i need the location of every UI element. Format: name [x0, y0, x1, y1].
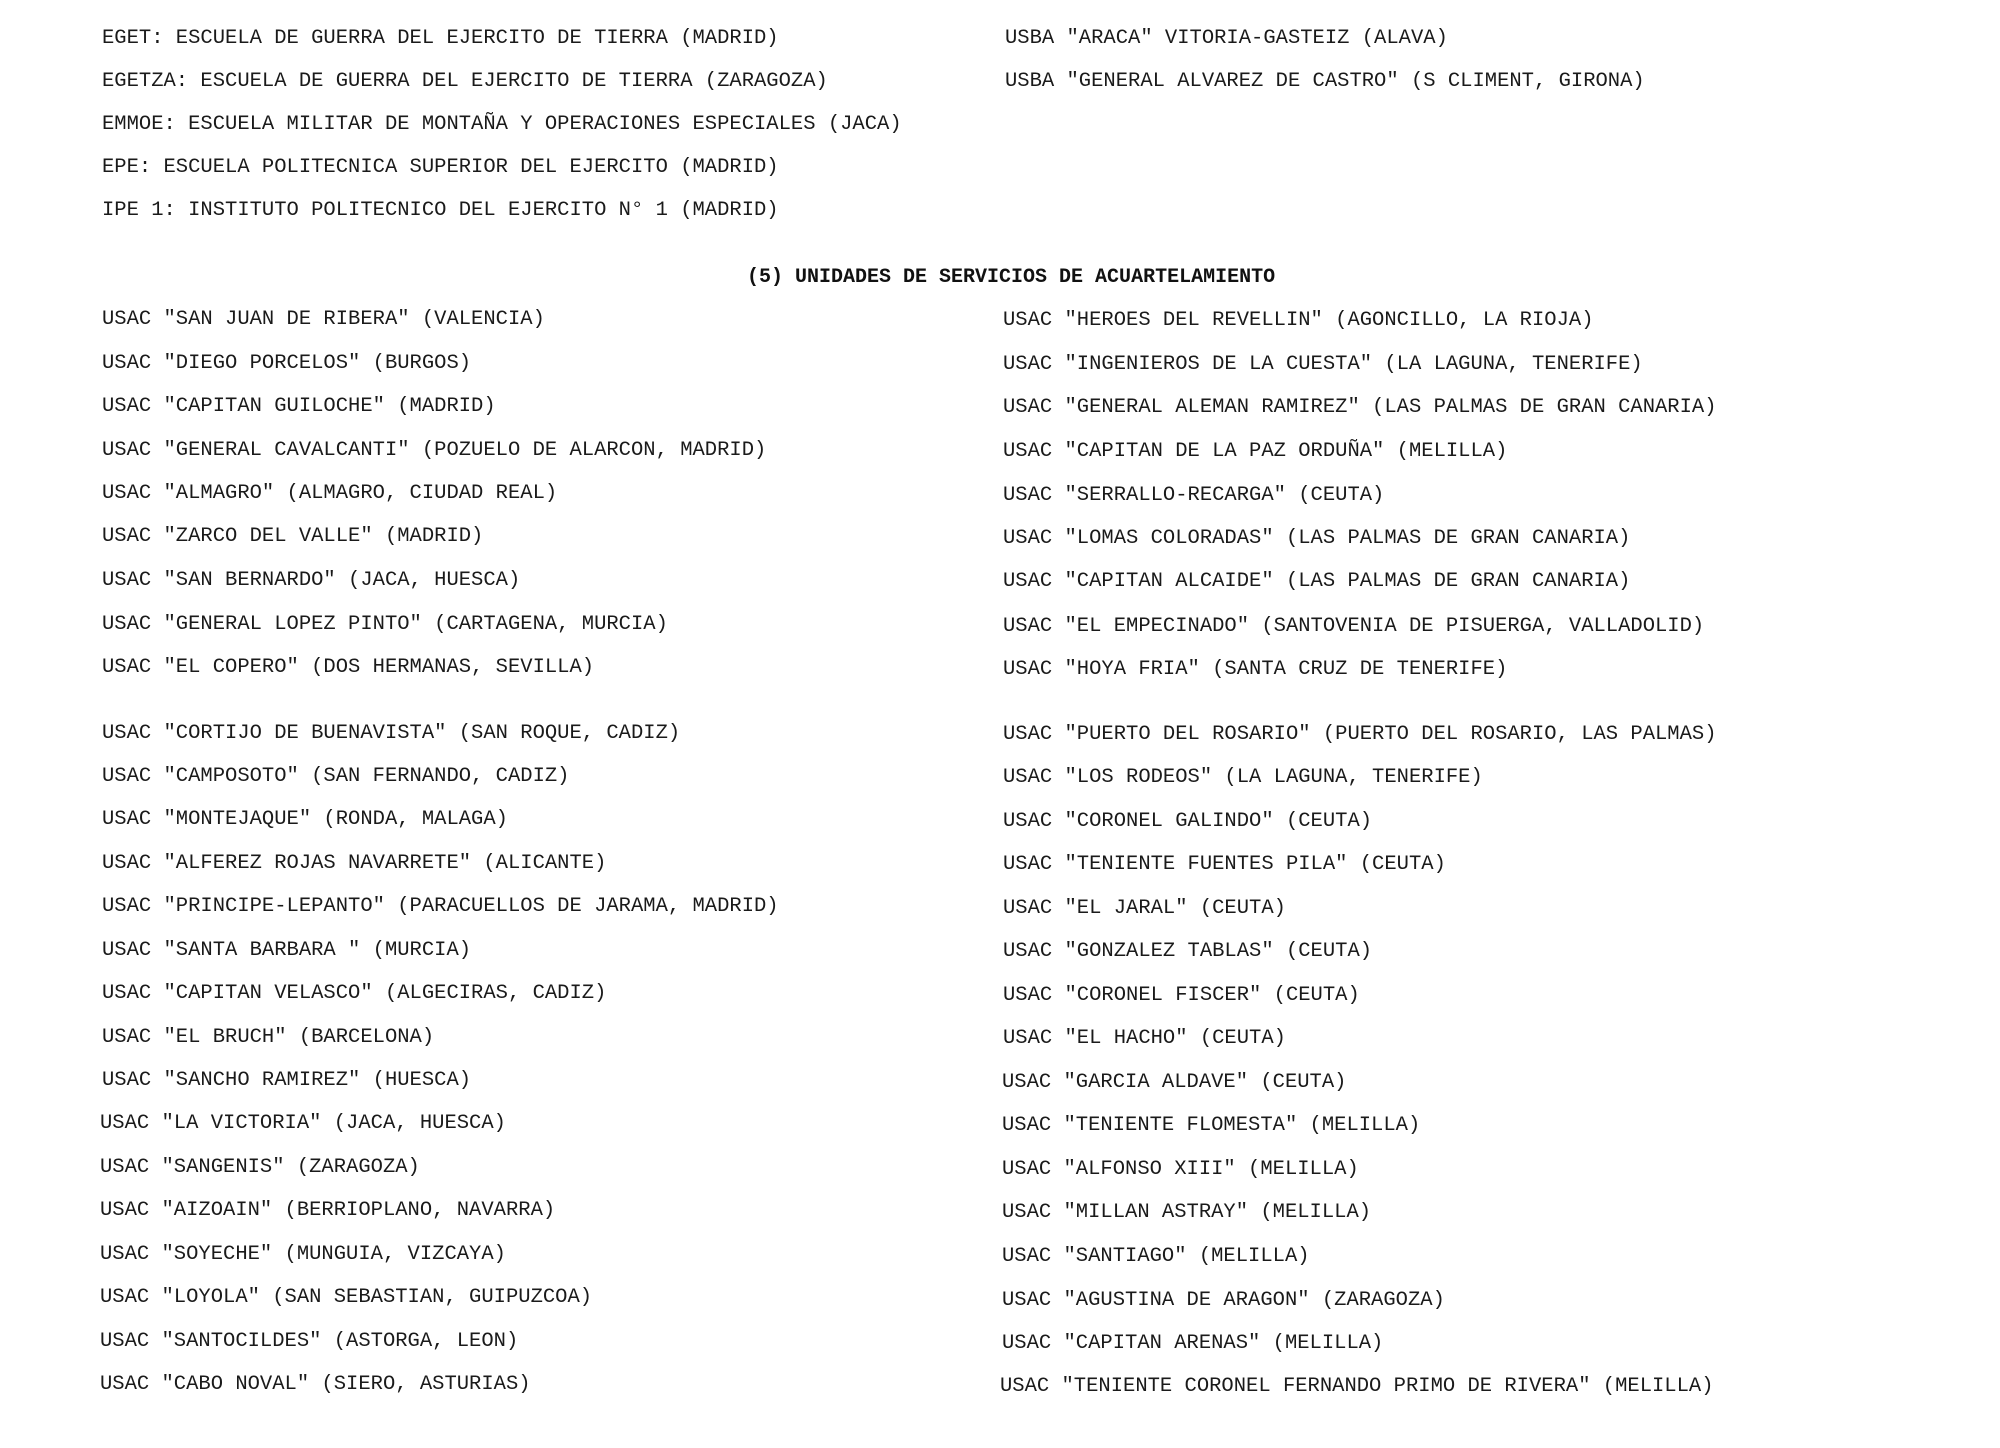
list-item: USAC "MILLAN ASTRAY" (MELILLA): [1002, 1201, 1372, 1224]
list-item: USAC "PUERTO DEL ROSARIO" (PUERTO DEL ROSARIO, LAS PALMAS): [1003, 723, 1717, 746]
list-item: USAC "INGENIEROS DE LA CUESTA" (LA LAGUNA, TENERIFE): [1003, 353, 1643, 376]
list-item-eget: EGET: ESCUELA DE GUERRA DEL EJERCITO DE TIERRA (MADRID): [102, 27, 779, 50]
list-item: USAC "SOYECHE" (MUNGUIA, VIZCAYA): [100, 1243, 506, 1266]
list-item: USAC "ZARCO DEL VALLE" (MADRID): [102, 525, 484, 548]
list-item: USAC "CAPITAN ARENAS" (MELILLA): [1002, 1332, 1384, 1355]
list-item: USAC "SERRALLO-RECARGA" (CEUTA): [1003, 484, 1385, 507]
list-item: USAC "LOMAS COLORADAS" (LAS PALMAS DE GRAN CANARIA): [1003, 527, 1631, 550]
list-item: USAC "TENIENTE FLOMESTA" (MELILLA): [1002, 1114, 1421, 1137]
list-item: USAC "SANCHO RAMIREZ" (HUESCA): [102, 1069, 472, 1092]
list-item: USAC "CAPITAN GUILOCHE" (MADRID): [102, 395, 496, 418]
list-item-ipe1: IPE 1: INSTITUTO POLITECNICO DEL EJERCITO N° 1 (MADRID): [102, 199, 779, 222]
list-item: USAC "EL JARAL" (CEUTA): [1003, 897, 1286, 920]
list-item: USAC "TENIENTE FUENTES PILA" (CEUTA): [1003, 853, 1446, 876]
list-item: USAC "GENERAL ALEMAN RAMIREZ" (LAS PALMAS DE GRAN CANARIA): [1003, 396, 1717, 419]
list-item-emmoe: EMMOE: ESCUELA MILITAR DE MONTAÑA Y OPERACIONES ESPECIALES (JACA): [102, 113, 902, 136]
list-item: USAC "GENERAL CAVALCANTI" (POZUELO DE ALARCON, MADRID): [102, 439, 767, 462]
list-item: USAC "EL EMPECINADO" (SANTOVENIA DE PISUERGA, VALLADOLID): [1003, 615, 1705, 638]
list-item: USAC "TENIENTE CORONEL FERNANDO PRIMO DE RIVERA" (MELILLA): [1000, 1375, 1714, 1398]
list-item: USAC "SANGENIS" (ZARAGOZA): [100, 1156, 420, 1179]
list-item: USAC "SAN BERNARDO" (JACA, HUESCA): [102, 569, 521, 592]
list-item: USAC "CAPITAN DE LA PAZ ORDUÑA" (MELILLA): [1003, 440, 1508, 463]
list-item: USAC "HOYA FRIA" (SANTA CRUZ DE TENERIFE): [1003, 658, 1508, 681]
list-item: USAC "EL BRUCH" (BARCELONA): [102, 1026, 435, 1049]
list-item: USAC "LOS RODEOS" (LA LAGUNA, TENERIFE): [1003, 766, 1483, 789]
list-item-egetza: EGETZA: ESCUELA DE GUERRA DEL EJERCITO DE TIERRA (ZARAGOZA): [102, 70, 828, 93]
list-item-usba-alvarez-castro: USBA "GENERAL ALVAREZ DE CASTRO" (S CLIMENT, GIRONA): [1005, 70, 1645, 93]
list-item-usba-araca: USBA "ARACA" VITORIA-GASTEIZ (ALAVA): [1005, 27, 1448, 50]
section-heading: (5) UNIDADES DE SERVICIOS DE ACUARTELAMIENTO: [747, 266, 1276, 289]
list-item: USAC "ALMAGRO" (ALMAGRO, CIUDAD REAL): [102, 482, 558, 505]
list-item: USAC "HEROES DEL REVELLIN" (AGONCILLO, LA RIOJA): [1003, 309, 1594, 332]
list-item: USAC "PRINCIPE-LEPANTO" (PARACUELLOS DE JARAMA, MADRID): [102, 895, 779, 918]
list-item: USAC "CAMPOSOTO" (SAN FERNANDO, CADIZ): [102, 765, 570, 788]
list-item: USAC "DIEGO PORCELOS" (BURGOS): [102, 352, 472, 375]
list-item: USAC "CAPITAN ALCAIDE" (LAS PALMAS DE GRAN CANARIA): [1003, 570, 1631, 593]
list-item: USAC "SANTIAGO" (MELILLA): [1002, 1245, 1310, 1268]
list-item: USAC "CAPITAN VELASCO" (ALGECIRAS, CADIZ): [102, 982, 607, 1005]
list-item: USAC "MONTEJAQUE" (RONDA, MALAGA): [102, 808, 508, 831]
list-item: USAC "CABO NOVAL" (SIERO, ASTURIAS): [100, 1373, 531, 1396]
list-item: USAC "EL HACHO" (CEUTA): [1003, 1027, 1286, 1050]
list-item: USAC "ALFEREZ ROJAS NAVARRETE" (ALICANTE): [102, 852, 607, 875]
list-item: USAC "SAN JUAN DE RIBERA" (VALENCIA): [102, 308, 545, 331]
list-item: USAC "LOYOLA" (SAN SEBASTIAN, GUIPUZCOA): [100, 1286, 593, 1309]
list-item: USAC "CORONEL GALINDO" (CEUTA): [1003, 810, 1373, 833]
list-item: USAC "CORTIJO DE BUENAVISTA" (SAN ROQUE, CADIZ): [102, 722, 681, 745]
list-item: USAC "SANTOCILDES" (ASTORGA, LEON): [100, 1330, 519, 1353]
list-item: USAC "EL COPERO" (DOS HERMANAS, SEVILLA): [102, 656, 595, 679]
list-item: USAC "LA VICTORIA" (JACA, HUESCA): [100, 1112, 506, 1135]
list-item: USAC "GARCIA ALDAVE" (CEUTA): [1002, 1071, 1347, 1094]
list-item: USAC "SANTA BARBARA " (MURCIA): [102, 939, 472, 962]
list-item-epe: EPE: ESCUELA POLITECNICA SUPERIOR DEL EJERCITO (MADRID): [102, 156, 779, 179]
list-item: USAC "AGUSTINA DE ARAGON" (ZARAGOZA): [1002, 1289, 1445, 1312]
list-item: USAC "GENERAL LOPEZ PINTO" (CARTAGENA, MURCIA): [102, 613, 668, 636]
list-item: USAC "GONZALEZ TABLAS" (CEUTA): [1003, 940, 1373, 963]
list-item: USAC "AIZOAIN" (BERRIOPLANO, NAVARRA): [100, 1199, 556, 1222]
list-item: USAC "CORONEL FISCER" (CEUTA): [1003, 984, 1360, 1007]
list-item: USAC "ALFONSO XIII" (MELILLA): [1002, 1158, 1359, 1181]
